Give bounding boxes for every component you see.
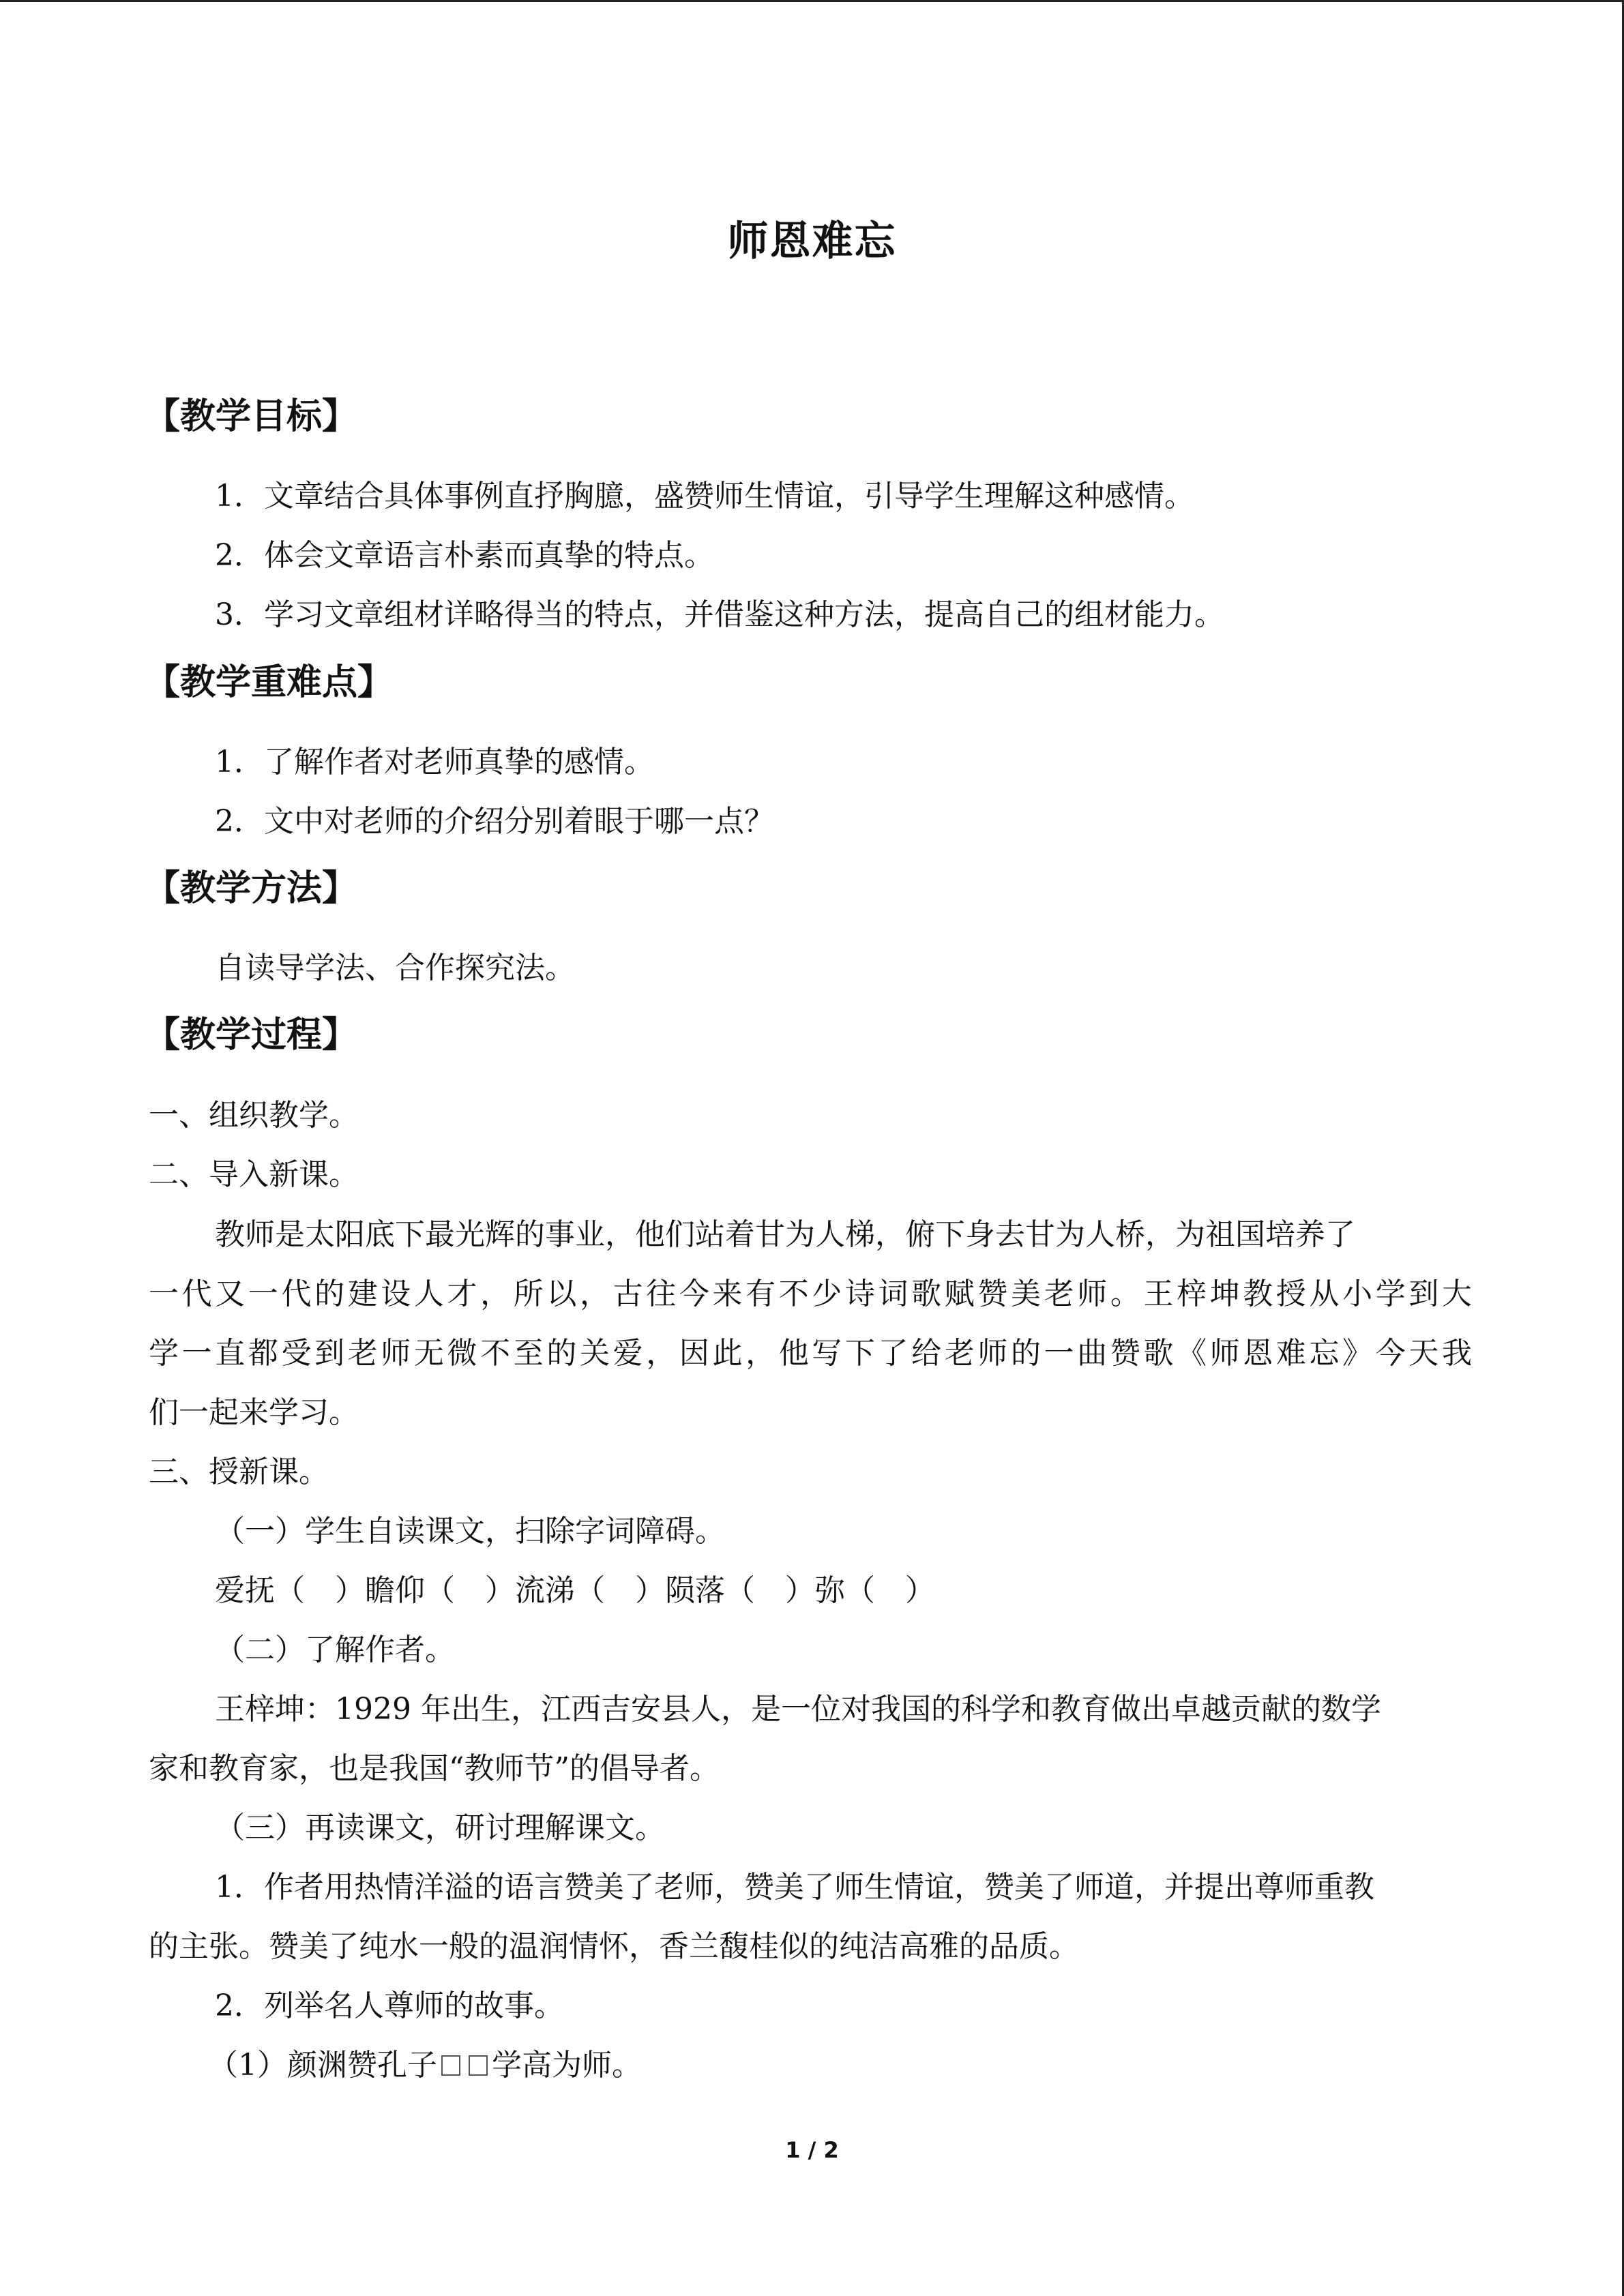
author-line-2: 家和教育家，也是我国“教师节”的倡导者。 — [149, 1751, 720, 1786]
intro-line-2: 一代又一代的建设人才，所以，古往今来有不少诗词歌赋赞美老师。王梓坤教授从小学到大 — [149, 1277, 1472, 1311]
point1-line-2: 的主张。赞美了纯水一般的温润情怀，香兰馥桂似的纯洁高雅的品质。 — [149, 1929, 1079, 1964]
process-step-2: 二、导入新课。 — [149, 1157, 359, 1192]
goal-item-1: 1．文章结合具体事例直抒胸臆，盛赞师生情谊，引导学生理解这种感情。 — [215, 479, 1194, 513]
methods-text: 自读导学法、合作探究法。 — [215, 951, 575, 985]
blank-box-1 — [441, 2055, 460, 2076]
blank-box-2 — [469, 2055, 488, 2076]
point1-line-1: 1．作者用热情洋溢的语言赞美了老师，赞美了师生情谊，赞美了师道，并提出尊师重教 — [215, 1870, 1374, 1905]
key-point-item-2: 2．文中对老师的介绍分别着眼于哪一点？ — [215, 804, 774, 839]
goals-heading: 【教学目标】 — [145, 396, 358, 437]
process-step-3: 三、授新课。 — [149, 1455, 329, 1489]
sub-section-3: （三）再读课文，研讨理解课文。 — [215, 1810, 665, 1845]
author-line-1: 王梓坤：1929 年出生，江西吉安县人，是一位对我国的科学和教育做出卓越贡献的数学 — [215, 1692, 1381, 1727]
document-title: 师恩难忘 — [727, 218, 897, 265]
sub-section-1: （一）学生自读课文，扫除字词障碍。 — [215, 1514, 725, 1549]
intro-line-3: 学一直都受到老师无微不至的关爱，因此，他写下了给老师的一曲赞歌《师恩难忘》今天我 — [149, 1336, 1472, 1371]
point2-item-1-after: 学高为师。 — [492, 2048, 642, 2083]
page-number: 1 / 2 — [785, 2137, 839, 2163]
goal-item-2: 2．体会文章语言朴素而真挚的特点。 — [215, 538, 714, 573]
process-step-1: 一、组织教学。 — [149, 1098, 359, 1133]
intro-line-1: 教师是太阳底下最光辉的事业，他们站着甘为人梯，俯下身去甘为人桥，为祖国培养了 — [215, 1217, 1355, 1252]
point2-item-1-before: （1）颜渊赞孔子 — [208, 2048, 437, 2083]
process-heading: 【教学过程】 — [145, 1015, 358, 1056]
methods-heading: 【教学方法】 — [145, 868, 358, 909]
key-point-item-1: 1．了解作者对老师真挚的感情。 — [215, 745, 654, 779]
key-points-heading: 【教学重难点】 — [145, 662, 394, 703]
sub-section-2: （二）了解作者。 — [215, 1632, 455, 1667]
point2-item-1 — [208, 2044, 642, 2087]
point2-heading: 2．列举名人尊师的故事。 — [215, 1988, 564, 2023]
intro-line-4: 们一起来学习。 — [149, 1395, 359, 1430]
vocab-exercise: 爱抚（ ）瞻仰（ ）流涕（ ）陨落（ ）弥（ ） — [215, 1573, 935, 1608]
goal-item-3: 3．学习文章组材详略得当的特点，并借鉴这种方法，提高自己的组材能力。 — [215, 597, 1224, 632]
